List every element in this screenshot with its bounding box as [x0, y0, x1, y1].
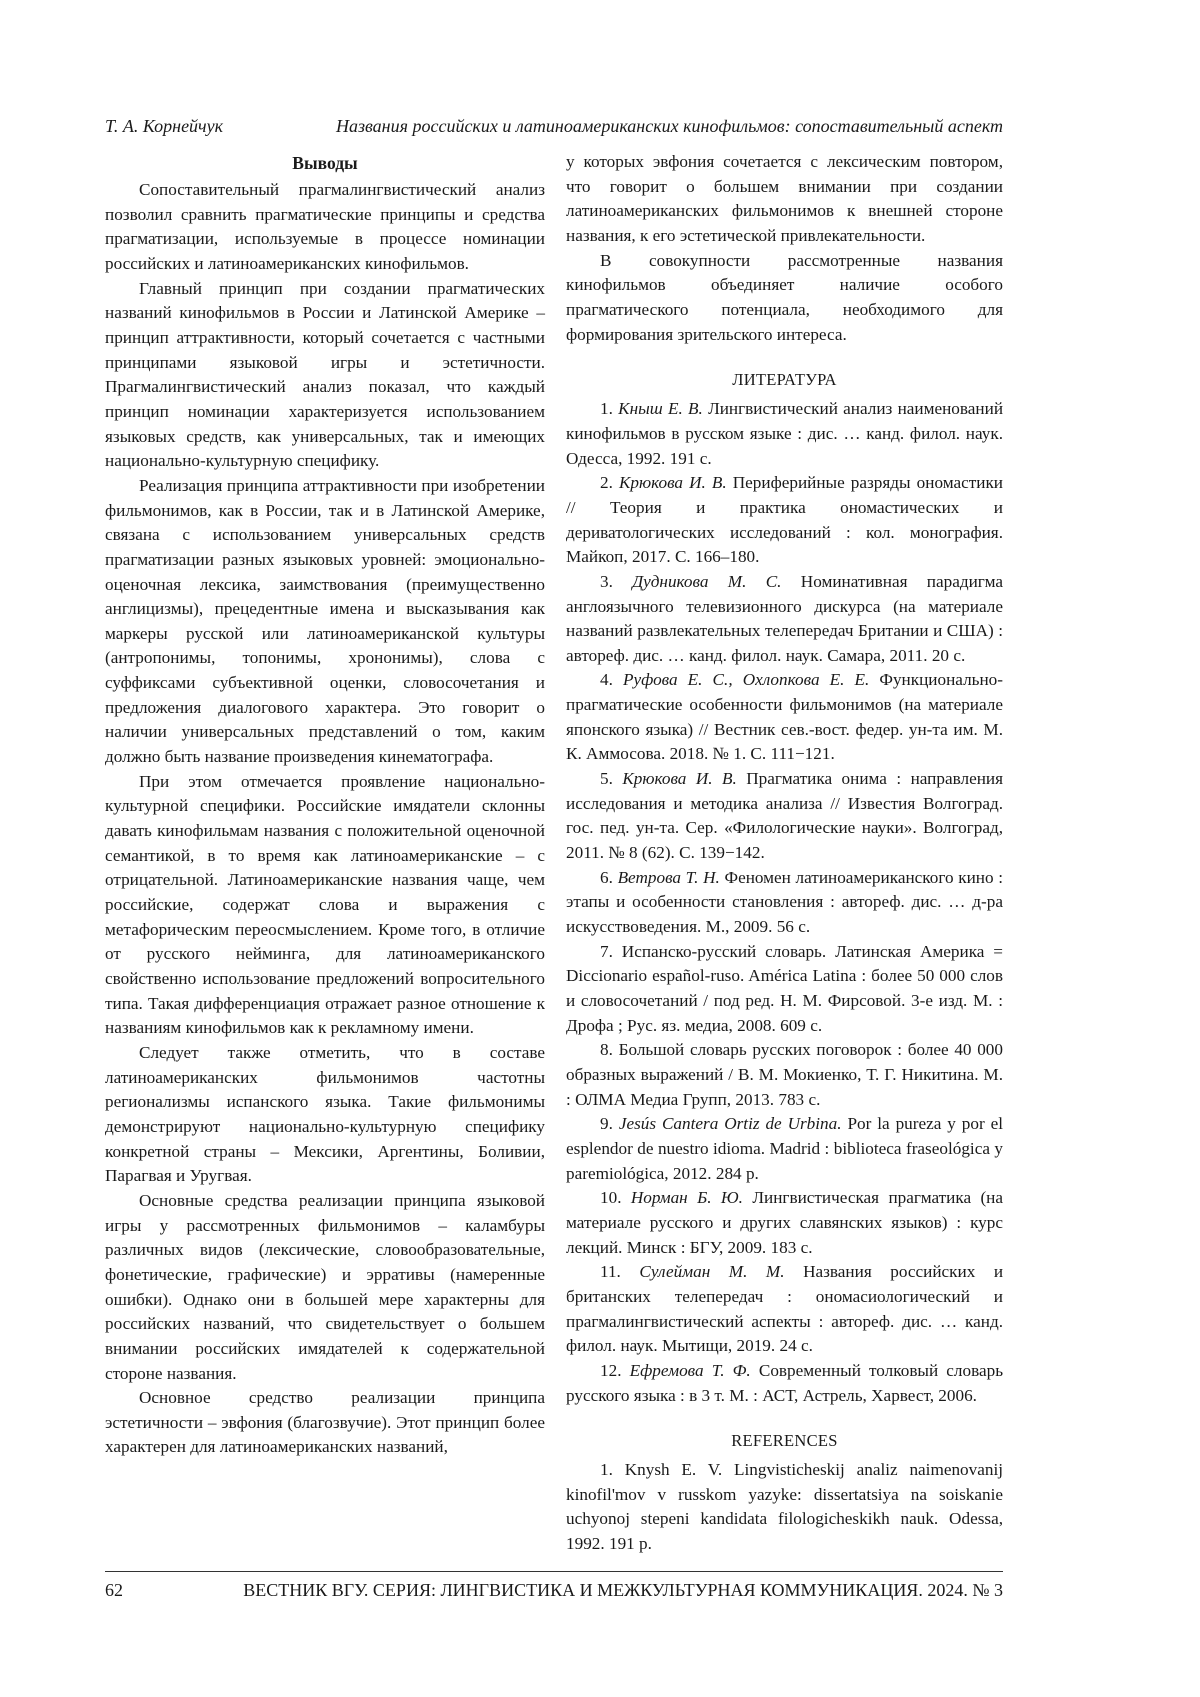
reference-author: Руфова Е. С., Охлопкова Е. Е.: [623, 670, 869, 689]
left-column: [105, 150, 545, 1460]
footer: [105, 1578, 1003, 1602]
running-header: [105, 114, 1003, 138]
footer-area: [105, 1557, 1003, 1602]
reference-author: Норман Б. Ю.: [631, 1188, 743, 1207]
literature-heading: ЛИТЕРАТУРА: [566, 369, 1003, 391]
paragraph: В совокупности рассмотренные названия кинофильмов объединяет наличие особого прагматического потенциала, необходимого для формирования зрительского интереса.: [566, 249, 1003, 348]
reference-number: 5.: [600, 769, 613, 788]
reference-text: Por la pureza y por el esplendor de nuestro idioma. Madrid : biblioteca fraseológica y paremiológica, 2012. 284 p.: [566, 1114, 1003, 1182]
reference-number: 11.: [600, 1262, 621, 1281]
reference-author: Кныш Е. В.: [618, 399, 703, 418]
references-list: [566, 1458, 1003, 1557]
reference-item: [566, 471, 1003, 570]
reference-number: 3.: [600, 572, 613, 591]
journal-page: [105, 0, 1003, 1602]
paragraph-continuation: у которых эвфония сочетается с лексическим повтором, что говорит о большем внимании при создании латиноамериканских фильмонимов к внешней стороне названия, к его эстетической привлекательности.: [566, 150, 1003, 249]
paragraph: Следует также отметить, что в составе латиноамериканских фильмонимов частотны регионализмы испанского языка. Такие фильмонимы демонстрируют национально-культурную специфику конкретной страны – Мексики, Аргентины, Боливии, Парагвая и Уругвая.: [105, 1041, 545, 1189]
reference-author: Крюкова И. В.: [619, 473, 727, 492]
reference-item: [566, 1038, 1003, 1112]
reference-number: 12.: [600, 1361, 621, 1380]
reference-item: [566, 397, 1003, 471]
reference-text: Прагматика онима : направления исследования и методика анализа // Известия Волгоград. гос. пед. ун-та. Сер. «Филологические науки». Волгоград, 2011. № 8 (62). С. 139−142.: [566, 769, 1003, 862]
reference-item: [566, 570, 1003, 669]
reference-item: [566, 1112, 1003, 1186]
reference-number: 1.: [600, 399, 613, 418]
page-number: 62: [105, 1578, 123, 1602]
paragraph: Главный принцип при создании прагматических названий кинофильмов в России и Латинской Америке – принцип аттрактивности, который сочетается с частными принципами языковой игры и эстетичности. Прагмалингвистический анализ показал, что каждый принцип номинации характеризуется использованием языковых средств, как универсальных, так и имеющих национально-культурную специфику.: [105, 277, 545, 474]
reference-number: 6.: [600, 868, 613, 887]
conclusions-heading: Выводы: [105, 150, 545, 176]
reference-number: 1.: [600, 1460, 613, 1479]
paragraph: Реализация принципа аттрактивности при изобретении фильмонимов, как в России, так и в Латинской Америке, связана с использованием универсальных средств прагматизации разных языковых уровней: эмоционально-оценочная лексика, заимствования (преимущественно англицизмы), прецедентные имена и высказывания как маркеры русской или латиноамериканской культуры (антропонимы, топонимы, хрононимы), слова с суффиксами субъективной оценки, словосочетания и предложения диалогового характера. Это говорит о наличии универсальных представлений о том, каким должно быть название произведения кинематографа.: [105, 474, 545, 770]
right-column: [566, 150, 1003, 1557]
reference-item: [566, 767, 1003, 866]
reference-text: Феномен латиноамериканского кино : этапы и особенности становления : автореф. дис. … д-ра искусствоведения. М., 2009. 56 с.: [566, 868, 1003, 936]
reference-number: 8.: [600, 1040, 613, 1059]
reference-item: [566, 1359, 1003, 1408]
reference-author: Сулейман М. М.: [639, 1262, 784, 1281]
reference-text: Функционально-прагматические особенности фильмонимов (на материале японского языка) // Вестник сев.-вост. федер. ун-та им. М. К. Аммосова. 2018. № 1. С. 111−121.: [566, 670, 1003, 763]
paragraph: Основные средства реализации принципа языковой игры у рассмотренных фильмонимов – каламбуры различных видов (лексические, словообразовательные, фонетические, графические) и эрративы (намеренные ошибки). Однако они в большей мере характерны для российских названий, что свидетельствует о большем внимании российских имядателей к содержательной стороне названия.: [105, 1189, 545, 1386]
paragraph: Основное средство реализации принципа эстетичности – эвфония (благозвучие). Этот принцип более характерен для латиноамериканских названий,: [105, 1386, 545, 1460]
header-title: Названия российских и латиноамериканских кинофильмов: сопоставительный аспект: [336, 114, 1003, 138]
reference-text: Названия российских и британских телепередач : ономасиологический и прагмалингвистический аспекты : автореф. дис. … канд. филол. наук. Мытищи, 2019. 24 с.: [566, 1262, 1003, 1355]
reference-item: [566, 668, 1003, 767]
reference-text: Номинативная парадигма англоязычного телевизионного дискурса (на материале названий развлекательных телепередач Британии и США) : автореф. дис. … канд. филол. наук. Самара, 2011. 20 с.: [566, 572, 1003, 665]
reference-text: Knysh E. V. Lingvisticheskij analiz naimenovanij kinofil'mov v russkom yazyke: dissertatsiya na soiskanie uchyonoj stepeni kandidata filologicheskikh nauk. Odessa, 1992. 191 p.: [566, 1460, 1003, 1553]
reference-number: 2.: [600, 473, 613, 492]
footer-rule: [105, 1571, 1003, 1572]
reference-item: [566, 940, 1003, 1039]
reference-number: 7.: [600, 942, 613, 961]
reference-number: 9.: [600, 1114, 613, 1133]
literature-list: [566, 397, 1003, 1408]
reference-text: Испанско-русский словарь. Латинская Америка = Diccionario español-ruso. América Latina : более 50 000 слов и словосочетаний / под ред. Н. М. Фирсовой. 3-е изд. М. : Дрофа ; Рус. яз. медиа, 2008. 609 с.: [566, 942, 1003, 1035]
reference-author: Ветрова Т. Н.: [618, 868, 720, 887]
reference-author: Ефремова Т. Ф.: [630, 1361, 751, 1380]
columns: [105, 150, 1003, 1557]
paragraph: Сопоставительный прагмалингвистический анализ позволил сравнить прагматические принципы и средства прагматизации, используемые в процессе номинации российских и латиноамериканских кинофильмов.: [105, 178, 545, 277]
paragraph: При этом отмечается проявление национально-культурной специфики. Российские имядатели склонны давать кинофильмам названия с положительной оценочной семантикой, в то время как латиноамериканские – с отрицательной. Латиноамериканские названия чаще, чем российские, содержат слова и выражения с метафорическим переосмыслением. Кроме того, в отличие от русского нейминга, для латиноамериканского свойственно использование предложений вопросительного типа. Такая дифференциация отражает разное отношение к названиям кинофильмов как к рекламному имени.: [105, 770, 545, 1041]
reference-author: Дудникова М. С.: [632, 572, 781, 591]
reference-item: [566, 866, 1003, 940]
reference-number: 4.: [600, 670, 613, 689]
reference-text: Лингвистический анализ наименований кинофильмов в русском языке : дис. … канд. филол. наук. Одесса, 1992. 191 с.: [566, 399, 1003, 467]
reference-item: [566, 1186, 1003, 1260]
references-heading: REFERENCES: [566, 1430, 1003, 1452]
reference-text: Периферийные разряды ономастики // Теория и практика ономастических и дериватологических исследований : кол. монография. Майкоп, 2017. С. 166–180.: [566, 473, 1003, 566]
reference-item: [566, 1458, 1003, 1557]
reference-item: [566, 1260, 1003, 1359]
reference-number: 10.: [600, 1188, 621, 1207]
reference-author: Jesús Cantera Ortiz de Urbina.: [619, 1114, 842, 1133]
reference-author: Крюкова И. В.: [622, 769, 736, 788]
header-author: Т. А. Корнейчук: [105, 114, 223, 138]
reference-text: Лингвистическая прагматика (на материале русского и других славянских языков) : курс лекций. Минск : БГУ, 2009. 183 с.: [566, 1188, 1003, 1256]
reference-text: Большой словарь русских поговорок : более 40 000 образных выражений / В. М. Мокиенко, Т. Г. Никитина. М. : ОЛМА Медиа Групп, 2013. 783 с.: [566, 1040, 1003, 1108]
reference-text: Современный толковый словарь русского языка : в 3 т. М. : АСТ, Астрель, Харвест, 2006.: [566, 1361, 1003, 1405]
journal-title: ВЕСТНИК ВГУ. СЕРИЯ: ЛИНГВИСТИКА И МЕЖКУЛЬТУРНАЯ КОММУНИКАЦИЯ. 2024. № 3: [243, 1578, 1003, 1602]
